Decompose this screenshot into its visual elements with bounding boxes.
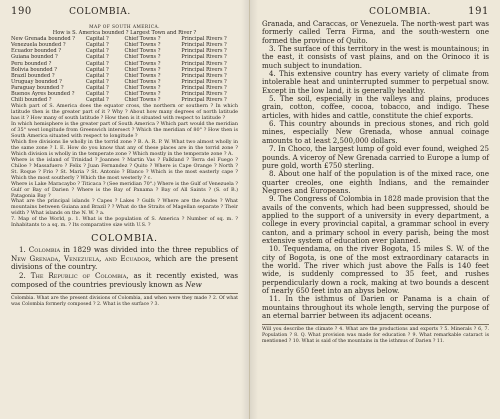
country-names: New Grenada, Venezuela, and Ecuador, [11,253,152,263]
body-paragraph: 4. This extensive country has every variety of climate from intolerable heat and uninterrupted summer to perpetual snow. Except in the low land, it is generally healthy. [262,69,489,95]
question-table-cell: Chief Towns ? [124,42,161,49]
body-paragraph: 7. In Choco, the largest lump of gold ever found, weighed 25 pounds. A viceroy of New Grenada carried to Europe a lump of pure gold, worth £750 sterling. [262,144,489,170]
question-table-cell: Peru bounded ? [11,60,52,67]
question-table-cell: Capital ? [85,91,109,98]
body-paragraph-1 [11,246,238,272]
question-table-cell: New Grenada bounded ? [11,36,75,43]
question-table-cell: Chief Towns ? [124,97,161,104]
question-table-cell: Chief Towns ? [124,54,161,61]
question-table-cell: Chief Towns ? [124,72,161,79]
right-footnote: Will you describe the climate ? 4. What are the productions and exports ? 5. Minerals ? 6, 7. Population ? 8. Q. What provision was made for education ? 9. What remarkable cataract is mentioned ? 10. What is said of the mountains in the isthmus of Darien ? 11. [262,327,489,344]
body-paragraph: 11. In the isthmus of Darien or Panama is a chain of mountains throughout its whole length, serving the purpose of an eternal barrier between its adjacent oceans. [262,294,489,321]
question-table-cell: Principal Rivers ? [181,60,227,67]
left-running-head: COLOMBIA. [69,7,131,17]
question-table-cell: Capital ? [85,42,109,49]
question-table-cell: Principal Rivers ? [181,54,227,61]
question-table-cell: Principal Rivers ? [181,78,227,85]
body-paragraph: 9. The Congress of Colombia in 1828 made provision that the avails of the convents, which had been suppressed, should be applied to the support of a university in every department, a college in every provincial capital, a grammar school in every canton, and a primary school in every parish, being the most extensive system of education ever planned. [262,194,489,245]
question-table-cell: Buenos Ayres bounded ? [11,91,75,98]
question-table-cell: Principal Rivers ? [181,91,227,98]
chapter-title: COLOMBIA. [91,233,158,245]
question-table-cell: Capital ? [85,54,109,61]
question-table-row [11,73,238,79]
question-table-cell: Capital ? [85,66,109,73]
question-table-row [11,61,238,67]
question-table-cell: Principal Rivers ? [181,42,227,49]
question-paragraph: Where is Lake Maracaybo ? Titicaca ? (See meridian 70°.) Where is the Gulf of Venezuela ? Gulf or Bay of Darien ? Where is the Bay of Panama ? Bay of All Saints ? (S. of B.) Patagonia Bay ? [11,180,238,199]
right-running-head: COLOMBIA. [369,7,431,17]
question-table-cell: Capital ? [85,84,109,91]
paragraph-text: in 1829 was divided into the three republics of [60,245,238,255]
question-table [11,36,238,103]
footnote-rule [11,293,238,294]
question-paragraph: Where is the island of Trinidad ? Joannes ? Martin Vas ? Falkland ? Terra del Fuego ? Chiloe ? Massafuero ? Felix ? Juan Fernandez ? Quito ? Where is Cape Orange ? North ? St. Roque ? Frio ? St. Maria ? St. Antonio ? Blanco ? Which is the most easterly cape ? Which the most southerly ? Which the most westerly ? c. [11,156,238,181]
question-paragraphs [11,104,238,229]
question-table-row [11,54,238,60]
question-table-cell: Chief Towns ? [124,84,161,91]
question-table-cell: Venezuela bounded ? [11,42,66,49]
question-table-cell: Chief Towns ? [124,78,161,85]
question-table-cell: Principal Rivers ? [181,36,227,43]
question-table-cell: Principal Rivers ? [181,97,227,104]
question-table-cell: Ecuador bounded ? [11,48,62,55]
body-paragraph: 10. Tequendama, on the river Bogota, 15 miles S. W. of the city of Bogota, is one of the most extraordinary cataracts in the world. The river which just above the Falls is 140 feet wide, is suddenly compressed to 35 feet, and rushes perpendicularly down a rock, making at two bounds a descent of nearly 650 feet into an abyss below. [262,244,489,295]
question-paragraph: Which five divisions lie wholly in the torrid zone ? B. A. R. P. W. What two almost wholly in the same zone ? I. E. How do you know that any of these places are in the torrid zone ? Which division is wholly in the temperate zone ? Which mostly in the temperate zone ? A. [11,138,238,157]
map-heading: MAP OF SOUTH AMERICA. [89,25,160,30]
body-paragraph: 3. The surface of this territory in the west is mountainous; in the east, it consists of vast plains, and on the Orinoco it is much subject to inundation. [262,44,489,70]
question-table-cell: Principal Rivers ? [181,72,227,79]
question-table-cell: Paraguay bounded ? [11,84,64,91]
question-table-cell: Capital ? [85,97,109,104]
footnote-rule [262,324,489,325]
paragraph-tail: which are the present divisions of the country. [11,253,238,272]
question-table-cell: Capital ? [85,78,109,85]
question-table-cell: Chief Towns ? [124,60,161,67]
body-paragraph: 6. This country abounds in precious stones, and rich gold mines, especially New Grenada, whose annual coinage amounts to at least 2,500,000 dollars. [262,119,489,145]
left-footnote: Colombia. What are the present divisions of Colombia, and when were they made ? 2. Of what was Colombia formerly composed ? 2. What is the surface ? 3. [11,296,238,307]
question-table-cell: Guiana bounded ? [11,54,58,61]
body-paragraph: 8. About one half of the population is of the mixed race, one quarter creoles, one eighth Indians, and the remainder Negroes and Europeans. [262,169,489,195]
paragraph-lead: 1. Colombia [19,245,61,255]
question-table-cell: Chief Towns ? [124,36,161,43]
question-table-cell: Principal Rivers ? [181,84,227,91]
question-table-cell: Capital ? [85,48,109,55]
paragraph-tail: New [185,279,202,289]
question-table-cell: Uruguay bounded ? [11,78,62,85]
left-page-number: 190 [11,6,32,17]
question-paragraph: Which part of S. America does the equator cross, the northern or southern ? In which latitude then is the greater part of it ? Why ? About how many degrees of north latitude has it ? How many of south latitude ? How then is it situated with respect to latitude ? [11,103,238,122]
right-page-header [262,6,489,19]
question-table-cell: Capital ? [85,36,109,43]
right-body [262,20,489,320]
body-paragraph: 5. The soil, especially in the valleys and plains, produces grain, cotton, coffee, cocoa, tobacco, and indigo. These articles, with hides and cattle, constitute the chief exports. [262,94,489,120]
question-table-cell: Brazil bounded ? [11,72,55,79]
question-table-cell: Chief Towns ? [124,48,161,55]
question-table-cell: Chief Towns ? [124,91,161,98]
body-paragraph: Granada, and Caraccas, or Venezuela. The north-west part was formerly called Terra Firma, and the south-western one formed the province of Quito. [262,19,489,45]
left-page-header [11,6,238,19]
question-table-cell: Principal Rivers ? [181,66,227,73]
question-paragraph: 7. Map of the World, p. 1. What is the population of S. America ? Number of sq. m. ? Inhabitants to a sq. m. ? Its comparative size with U.S. ? [11,216,238,229]
question-paragraph: In which hemisphere is the greater part of South America ? Which part would the meridian of 35° west longitude from Greenwich intersect ? Which the meridian of 80° ? How then is South America situated with respect to longitude ? [11,121,238,139]
right-page-number: 191 [468,6,489,17]
question-paragraph: What are the principal islands ? Capes ? Lakes ? Gulfs ? Where are the Andes ? What mountains between Guiana and Brazil ? ? What do the Straits of Magellan separate ? Their width ? What islands on the N. W. ? a. [11,198,238,217]
question-table-cell: Principal Rivers ? [181,48,227,55]
question-table-cell: Capital ? [85,72,109,79]
question-table-cell: Capital ? [85,60,109,67]
question-table-cell: Chili bounded ? [11,97,52,104]
question-table-cell: Bolivia bounded ? [11,66,58,73]
first-question: How is S. America bounded ? Largest Town and River ? [52,30,197,36]
paragraph-lead: 2. The Republic of Colombia, [19,271,129,281]
body-paragraph-2 [11,272,238,289]
paragraph-text: as it recently existed, was composed of the countries previously known as [11,271,238,289]
question-table-row [11,67,238,73]
question-table-cell: Chief Towns ? [124,66,161,73]
right-page [250,0,500,419]
